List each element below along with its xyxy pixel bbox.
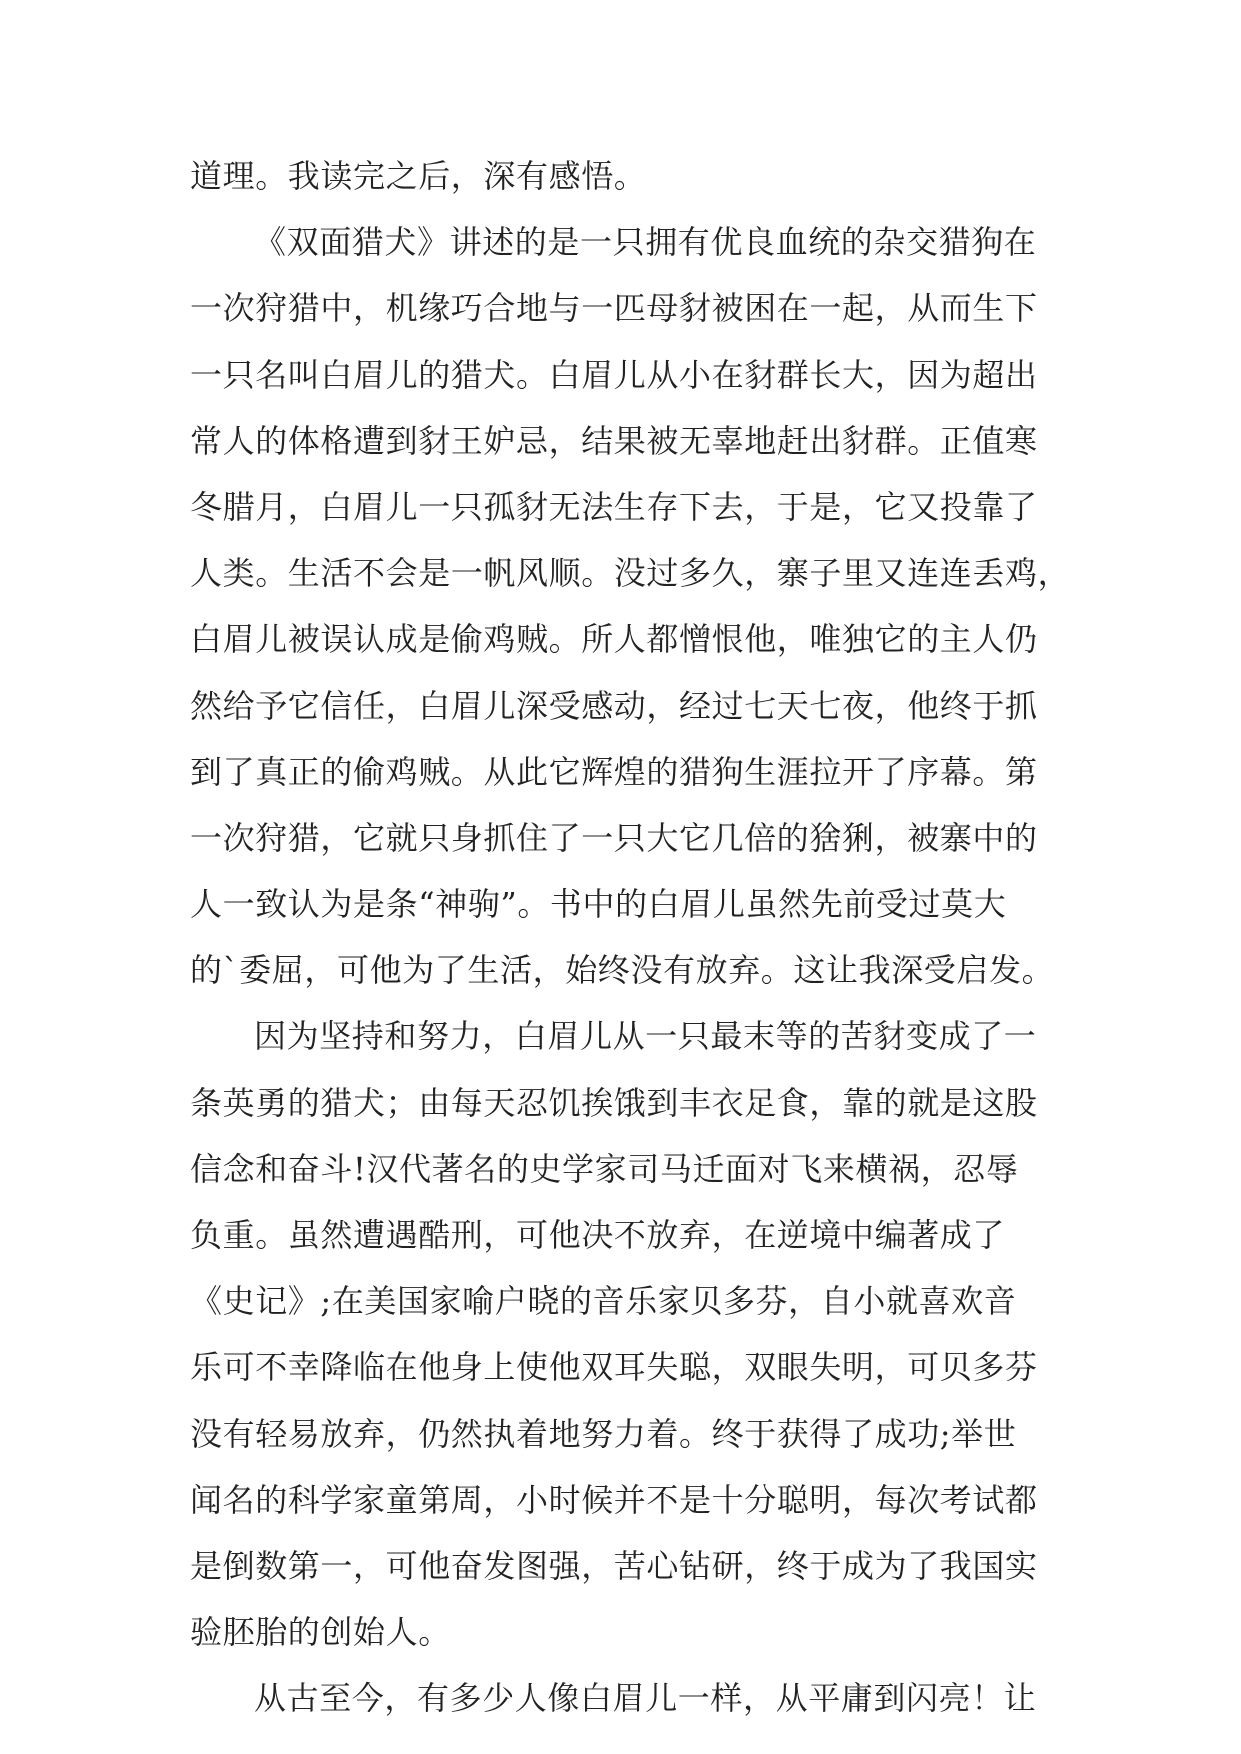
text-line: 是倒数第一，可他奋发图强，苦心钻研，终于成为了我国实 (190, 1546, 1038, 1585)
text-line: 到了真正的偷鸡贼。从此它辉煌的猎狗生涯拉开了序幕。第 (190, 752, 1038, 791)
text-line: 道理。我读完之后，深有感悟。 (190, 157, 647, 195)
text-line: 一次狩猎中，机缘巧合地与一匹母豺被困在一起，从而生下 (190, 289, 1038, 328)
text-line: 人类。生活不会是一帆风顺。没过多久，寨子里又连连丢鸡， (190, 554, 1071, 593)
text-line: 乐可不幸降临在他身上使他双耳失聪，双眼失明，可贝多芬 (190, 1348, 1038, 1387)
text-line: 冬腊月，白眉儿一只孤豺无法生存下去，于是，它又投靠了 (190, 487, 1038, 526)
text-line: 从古至今，有多少人像白眉儿一样，从平庸到闪亮！让 (254, 1679, 1037, 1718)
text-line: 因为坚持和努力，白眉儿从一只最末等的苦豺变成了一 (254, 1017, 1037, 1056)
text-line: 一次狩猎，它就只身抓住了一只大它几倍的猞猁，被寨中的 (190, 818, 1038, 857)
text-line: 的`委屈，可他为了生活，始终没有放弃。这让我深受启发。 (190, 951, 1055, 990)
text-line: 验胚胎的创始人。 (190, 1613, 451, 1652)
text-line: 闻名的科学家童第周，小时候并不是十分聪明，每次考试都 (190, 1480, 1038, 1519)
body-text (190, 156, 1071, 1745)
text-line: 人一致认为是条“神驹”。书中的白眉儿虽然先前受过莫大 (190, 885, 1007, 924)
text-line: 负重。虽然遭遇酷刑，可他决不放弃，在逆境中编著成了 (190, 1216, 1006, 1254)
text-line: 《史记》;在美国家喻户晓的音乐家贝多芬，自小就喜欢音 (190, 1282, 1017, 1321)
text-line: 常人的体格遭到豺王妒忌，结果被无辜地赶出豺群。正值寒 (190, 421, 1038, 460)
text-line: 条英勇的猎犬；由每天忍饥挨饿到丰衣足食，靠的就是这股 (190, 1083, 1038, 1122)
text-line: 一只名叫白眉儿的猎犬。白眉儿从小在豺群长大，因为超出 (190, 355, 1038, 394)
text-line: 《双面猎犬》讲述的是一只拥有优良血统的杂交猎狗在 (254, 223, 1037, 262)
text-line: 然给予它信任，白眉儿深受感动，经过七天七夜，他终于抓 (190, 686, 1038, 725)
text-line: 白眉儿被误认成是偷鸡贼。所人都憎恨他，唯独它的主人仍 (190, 620, 1038, 659)
text-line: 没有轻易放弃，仍然执着地努力着。终于获得了成功;举世 (190, 1414, 1017, 1453)
text-line: 信念和奋斗!汉代著名的史学家司马迁面对飞来横祸，忍辱 (190, 1149, 1019, 1188)
